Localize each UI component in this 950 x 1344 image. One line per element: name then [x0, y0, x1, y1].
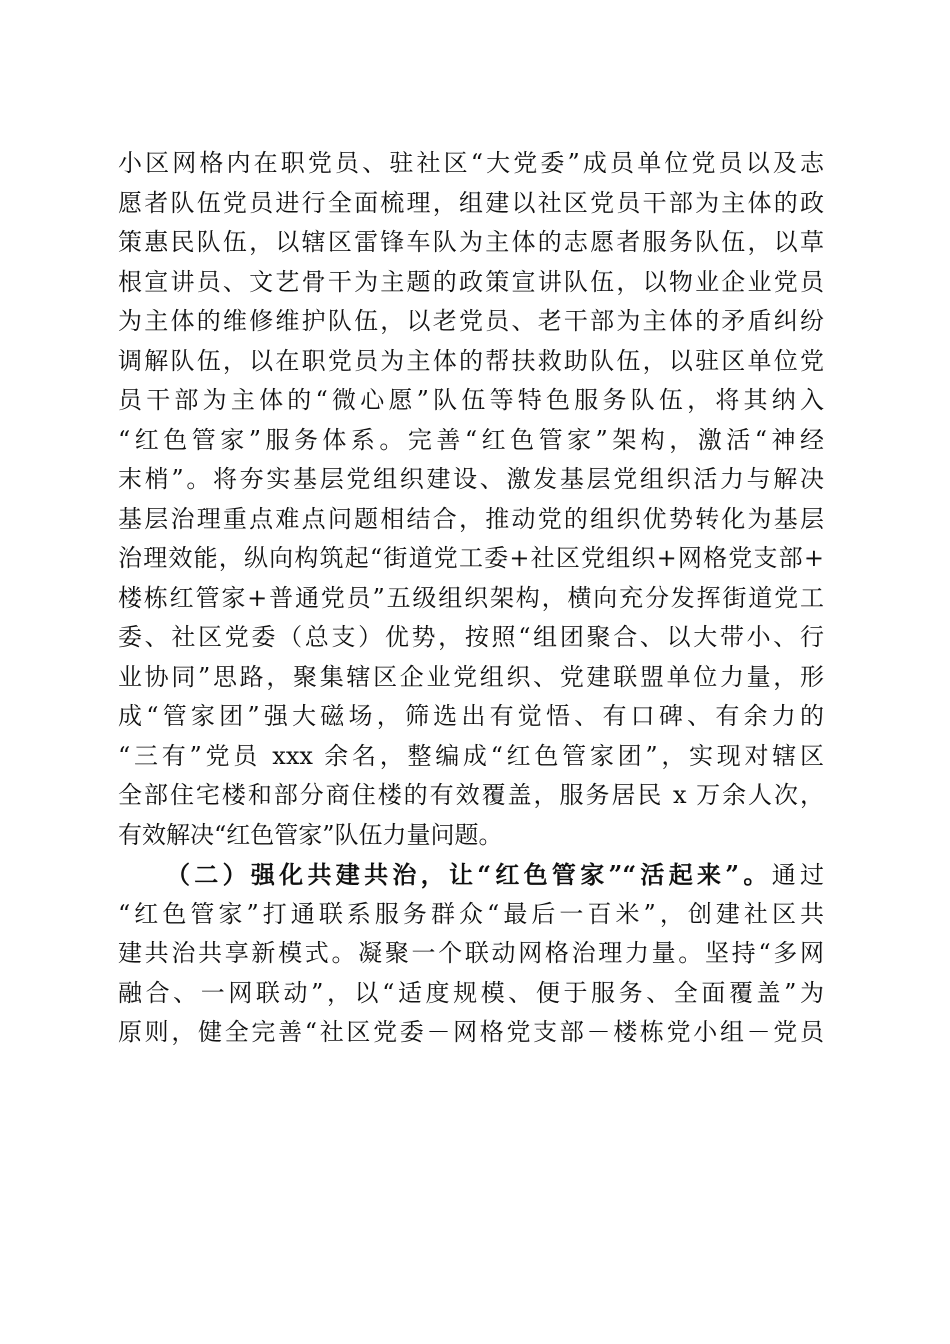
body-line: “红色管家”打通联系服务群众“最后一百米”，创建社区共 [118, 899, 824, 928]
section-heading-line [118, 855, 824, 895]
body-line: 为主体的维修维护队伍，以老党员、老干部为主体的矛盾纠纷 [118, 307, 824, 335]
body-line: 员干部为主体的“微心愿”队伍等特色服务队伍，将其纳入 [118, 386, 824, 414]
body-line: 有效解决“红色管家”队伍力量问题。 [118, 820, 503, 849]
body-line: 业协同”思路，聚集辖区企业党组织、党建联盟单位力量，形 [118, 662, 824, 691]
body-line: 末梢”。将夯实基层党组织建设、激发基层党组织活力与解决 [118, 465, 824, 493]
body-line: 原则，健全完善“社区党委－网格党支部－楼栋党小组－党员 [118, 1018, 824, 1046]
body-line: 成“管家团”强大磁场，筛选出有觉悟、有口碑、有余力的 [118, 702, 824, 730]
body-line: 根宣讲员、文艺骨干为主题的政策宣讲队伍，以物业企业党员 [118, 267, 824, 296]
section-heading: （二）强化共建共治，让“红色管家”“活起来”。 [166, 860, 772, 889]
body-line: “红色管家”服务体系。完善“红色管家”架构，激活“神经 [118, 425, 824, 454]
body-line: 基层治理重点难点问题相结合，推动党的组织优势转化为基层 [118, 504, 824, 533]
body-line: 愿者队伍党员进行全面梳理，组建以社区党员干部为主体的政 [118, 188, 824, 217]
body-line: 小区网格内在职党员、驻社区“大党委”成员单位党员以及志 [118, 149, 824, 177]
body-line: 调解队伍，以在职党员为主体的帮扶救助队伍，以驻区单位党 [118, 346, 824, 375]
body-line: 融合、一网联动”，以“适度规模、便于服务、全面覆盖”为 [118, 978, 824, 1007]
section-heading-tail: 通过 [771, 861, 824, 889]
document-body [118, 144, 824, 1053]
body-line: 建共治共享新模式。凝聚一个联动网格治理力量。坚持“多网 [118, 939, 824, 967]
body-line: 治理效能，纵向构筑起“街道党工委+社区党组织+网格党支部+ [118, 544, 824, 572]
body-line: 全部住宅楼和部分商住楼的有效覆盖，服务居民 x 万余人次， [118, 781, 824, 809]
body-line: 楼栋红管家+普通党员”五级组织架构，横向充分发挥街道党工 [118, 583, 824, 612]
body-line: 策惠民队伍，以辖区雷锋车队为主体的志愿者服务队伍，以草 [118, 228, 824, 256]
body-line: “三有”党员 xxx 余名，整编成“红色管家团”，实现对辖区 [118, 741, 824, 770]
body-line: 委、社区党委（总支）优势，按照“组团聚合、以大带小、行 [118, 623, 824, 651]
